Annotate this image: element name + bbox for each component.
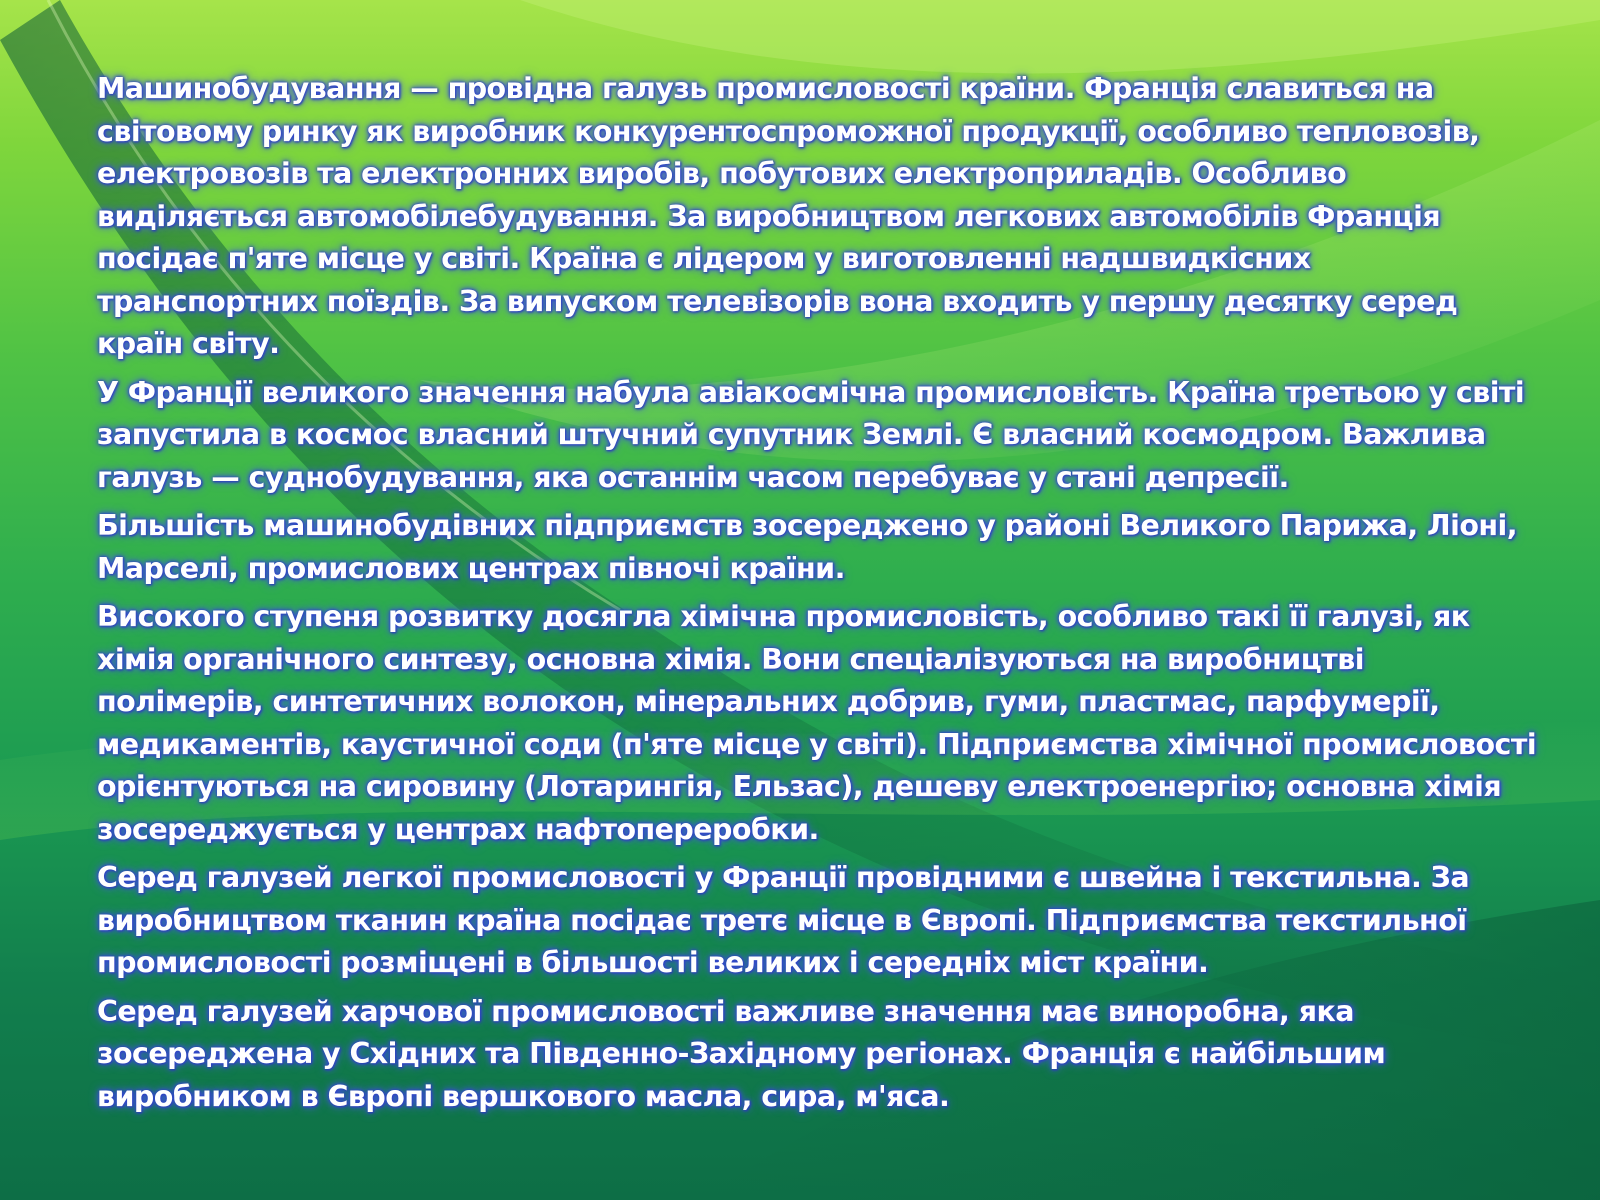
- paragraph-machine-building: Машинобудування — провідна галузь промисловості країни. Франція славиться на світовому ринку як виробник конкурентоспроможної продукції, особливо тепловозів, електровозів та електронних виробів, побутових електроприладів. Особливо виділяється автомобілебудування. За виробництвом легкових автомобілів Франція посідає п'яте місце у світі. Країна є лідером у виготовленні надшвидкісних транспортних поїздів. За випуском телевізорів вона входить у першу десятку серед країн світу.: [97, 72, 1480, 360]
- paragraph-enterprise-locations: Більшість машинобудівних підприємств зосереджено у районі Великого Парижа, Ліоні, Марселі, промислових центрах півночі країни.: [97, 509, 1518, 585]
- paragraph-chemical-industry: Високого ступеня розвитку досягла хімічна промисловість, особливо такі її галузі, як хімія органічного синтезу, основна хімія. Вони спеціалізуються на виробництві полімерів, синтетичних волокон, мінеральних добрив, гуми, пластмас, парфумерії, медикаментів, каустичної соди (п'яте місце у світі). Підприємства хімічної промисловості орієнтуються на сировину (Лотарингія, Ельзас), дешеву електроенергію; основна хімія зосереджується у центрах нафтопереробки.: [97, 600, 1537, 846]
- paragraph-food-industry: Серед галузей харчової промисловості важливе значення має виноробна, яка зосереджена у Східних та Південно-Західному регіонах. Франція є найбільшим виробником в Європі вершкового масла, сира, м'яса.: [97, 994, 1386, 1113]
- text-body: [97, 68, 1537, 1124]
- paragraph-aerospace: У Франції великого значення набула авіакосмічна промисловість. Країна третьою у світі запустила в космос власний штучний супутник Землі. Є власний космодром. Важлива галузь — суднобудування, яка останнім часом перебуває у стані депресії.: [97, 375, 1525, 494]
- paragraph-light-industry: Серед галузей легкої промисловості у Франції провідними є швейна і текстильна. За виробництвом тканин країна посідає третє місце в Європі. Підприємства текстильної промисловості розміщені в більшості великих і середніх міст країни.: [97, 861, 1470, 979]
